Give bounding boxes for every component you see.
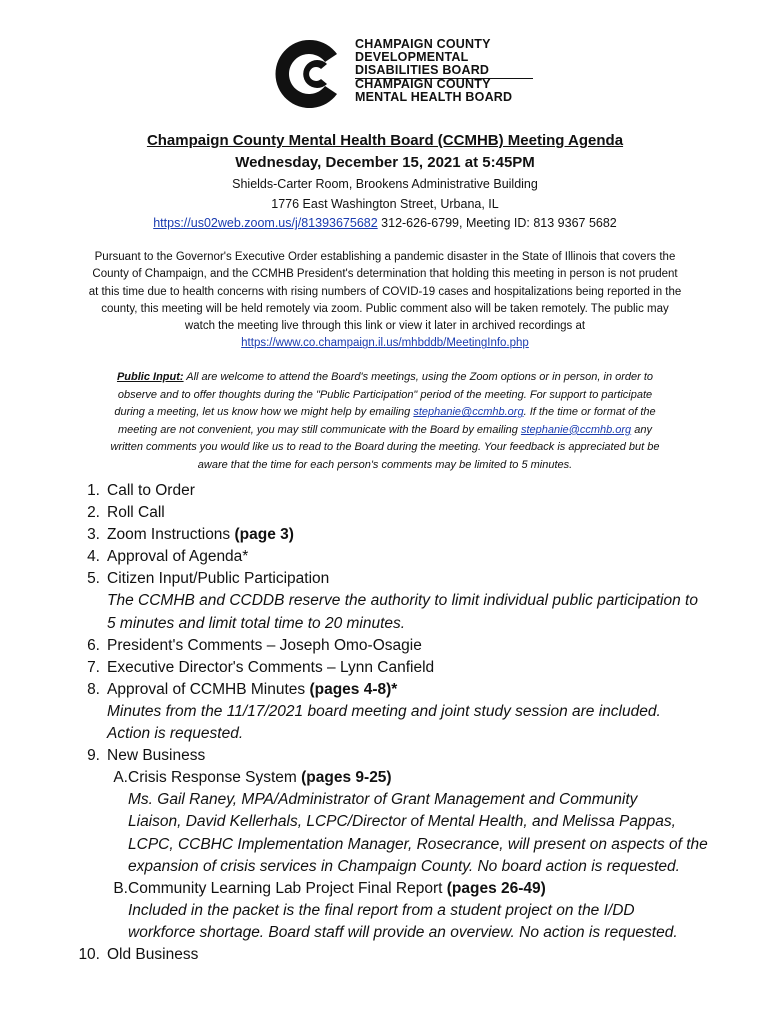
- agenda-subitem: A. Crisis Response System (pages 9-25): [113, 769, 392, 787]
- agenda-item: 7. Executive Director's Comments – Lynn Canfield: [87, 658, 435, 676]
- agenda-item: 10. Old Business: [78, 945, 199, 963]
- agenda-note: Action is requested.: [107, 725, 244, 743]
- remote-meeting-notice: Pursuant to the Governor's Executive Order establishing a pandemic disaster in the State of Illinois that covers the County of Champaign, and the CCMHB President's determination that holding this meeting in person is not prudent at this time due to health concerns with rising numbers of COVID-19 cases and hospitalizations being reported in the county, this meeting will be held remotely via zoom. Public comment also will be taken remotely. The public may watch the meeting live through this link or view it later in archived recordings at https://www.co.champaign.il.us/mhbddb/MeetingInfo.php: [88, 251, 682, 350]
- agenda-note: expansion of crisis services in Champaign County. No board action is requested.: [128, 857, 680, 875]
- page-title: Champaign County Mental Health Board (CCMHB) Meeting Agenda: [146, 132, 624, 149]
- agenda-item: 8. Approval of CCMHB Minutes (pages 4-8)*: [87, 680, 398, 698]
- meeting-room: Shields-Carter Room, Brookens Administrative Building: [232, 177, 538, 191]
- org-name-ccmhb: CHAMPAIGN COUNTY MENTAL HEALTH BOARD: [355, 77, 513, 104]
- agenda-subitem: B. Community Learning Lab Project Final Report (pages 26-49): [113, 879, 546, 897]
- agenda-item: 4. Approval of Agenda*: [87, 548, 249, 566]
- agenda-note: Minutes from the 11/17/2021 board meeting and joint study session are included.: [107, 702, 661, 720]
- email-link[interactable]: stephanie@ccmhb.org: [520, 423, 632, 436]
- agenda-note: Liaison, David Kellerhals, LCPC/Director of Mental Health, and Melissa Pappas,: [128, 813, 676, 831]
- meeting-address: 1776 East Washington Street, Urbana, IL: [271, 197, 499, 211]
- agenda-item: 6. President's Comments – Joseph Omo-Osagie: [87, 636, 422, 654]
- agenda-item: 9. New Business: [87, 747, 206, 765]
- agenda-note: Included in the packet is the final report from a student project on the I/DD: [128, 901, 635, 919]
- agenda-item: 3. Zoom Instructions (page 3): [87, 526, 294, 544]
- agenda-list: [78, 480, 758, 966]
- org-name-ccddb: CHAMPAIGN COUNTY DEVELOPMENTAL DISABILITIES BOARD: [355, 37, 491, 77]
- agenda-note: workforce shortage. Board staff will provide an overview. No action is requested.: [128, 923, 678, 941]
- ccdd-ccmhb-logo: [275, 34, 355, 114]
- meeting-date: Wednesday, December 15, 2021 at 5:45PM: [235, 154, 535, 171]
- agenda-item: 1. Call to Order: [87, 482, 195, 499]
- agenda-note: LCPC, CCBHC Implementation Manager, Rosecrance, will present on aspects of the: [128, 835, 708, 853]
- agenda-note: Ms. Gail Raney, MPA/Administrator of Grant Management and Community: [128, 791, 638, 809]
- zoom-details: 312-626-6799, Meeting ID: 813 9367 5682: [377, 216, 617, 230]
- agenda-item: 2. Roll Call: [87, 504, 165, 522]
- public-input-notice: Public Input: All are welcome to attend the Board's meetings, using the Zoom options or in person, in order to observe and to offer thoughts during the "Public Participation" period of the meeting. For support to participate during a meeting, let us know how we might help by emailing stephanie@ccmhb.org. If the time or format of the meeting are not convenient, you may still communicate with the Board by emailing stephanie@ccmhb.org any written comments you would like us to read to the Board during the meeting. Your feedback is appreciated but be aware that the time for each person's comments may be limited to 5 minutes.: [110, 371, 660, 471]
- meeting-info-link[interactable]: https://www.co.champaign.il.us/mhbddb/MeetingInfo.php: [241, 337, 529, 350]
- agenda-note: The CCMHB and CCDDB reserve the authority to limit individual public participation to: [107, 592, 698, 610]
- agenda-note: 5 minutes and limit total time to 20 minutes.: [107, 614, 406, 632]
- public-input-label: Public Input:: [116, 371, 184, 383]
- zoom-info: [0, 216, 770, 230]
- email-link[interactable]: stephanie@ccmhb.org: [413, 406, 524, 419]
- zoom-link[interactable]: https://us02web.zoom.us/j/81393675682: [153, 216, 378, 230]
- letterhead: [275, 34, 535, 114]
- agenda-item: 5. Citizen Input/Public Participation: [87, 570, 330, 588]
